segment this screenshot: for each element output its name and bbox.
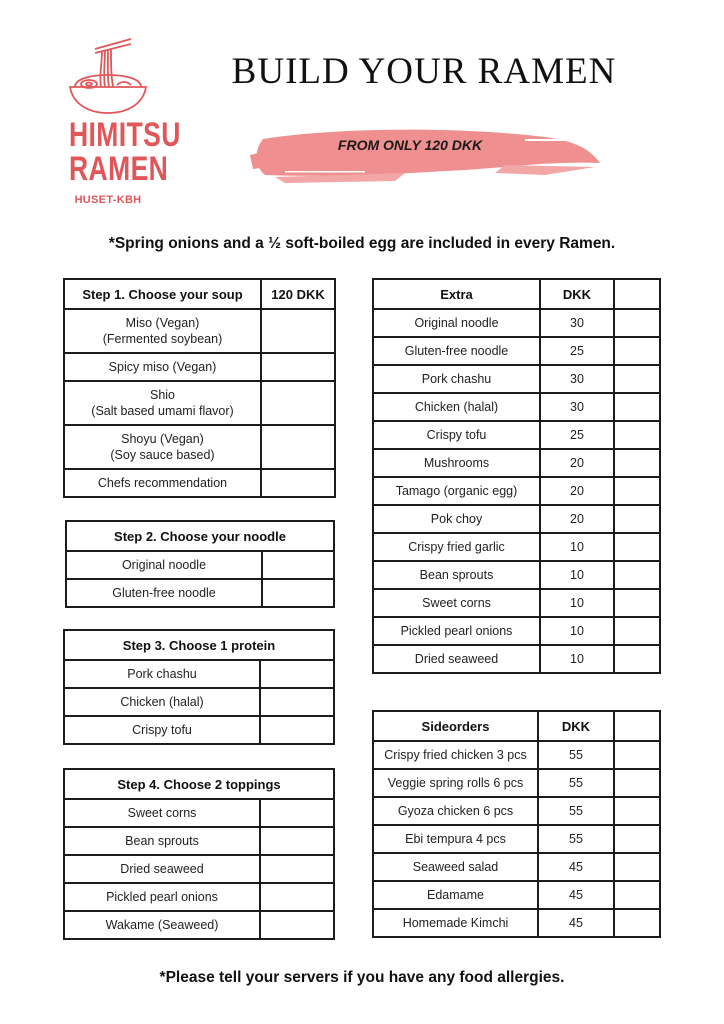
extra-row xyxy=(373,533,660,561)
sideorder-price: 45 xyxy=(538,853,614,881)
sideorder-checkbox[interactable] xyxy=(614,909,660,937)
extra-name: Chicken (halal) xyxy=(373,393,540,421)
extra-name: Pickled pearl onions xyxy=(373,617,540,645)
extra-price: 30 xyxy=(540,309,614,337)
extra-name: Tamago (organic egg) xyxy=(373,477,540,505)
soup-label: Shio (Salt based umami flavor) xyxy=(64,381,261,425)
extra-checkbox[interactable] xyxy=(614,561,660,589)
sideorder-checkbox[interactable] xyxy=(614,741,660,769)
topping-row xyxy=(64,855,334,883)
protein-row xyxy=(64,716,334,744)
topping-checkbox[interactable] xyxy=(260,911,334,939)
extra-row xyxy=(373,589,660,617)
topping-row xyxy=(64,827,334,855)
extra-row xyxy=(373,309,660,337)
sideorder-name: Crispy fried chicken 3 pcs xyxy=(373,741,538,769)
extra-row xyxy=(373,365,660,393)
step1-price-header: 120 DKK xyxy=(261,279,335,309)
soup-row xyxy=(64,381,335,425)
topping-label: Dried seaweed xyxy=(64,855,260,883)
sideorder-checkbox[interactable] xyxy=(614,881,660,909)
soup-row xyxy=(64,425,335,469)
soup-label: Chefs recommendation xyxy=(64,469,261,497)
extra-name: Sweet corns xyxy=(373,589,540,617)
sideorder-name: Ebi tempura 4 pcs xyxy=(373,825,538,853)
sideorder-name: Homemade Kimchi xyxy=(373,909,538,937)
extra-price: 30 xyxy=(540,393,614,421)
sideorder-price: 55 xyxy=(538,769,614,797)
extra-name: Pork chashu xyxy=(373,365,540,393)
extra-price: 10 xyxy=(540,645,614,673)
brand-name-line2: RAMEN xyxy=(69,150,169,188)
soup-row xyxy=(64,469,335,497)
extra-checkbox[interactable] xyxy=(614,449,660,477)
topping-label: Bean sprouts xyxy=(64,827,260,855)
topping-checkbox[interactable] xyxy=(260,883,334,911)
noodle-label: Gluten-free noodle xyxy=(66,579,262,607)
topping-row xyxy=(64,883,334,911)
extra-row xyxy=(373,393,660,421)
brush-stroke-banner xyxy=(245,125,605,185)
noodle-checkbox[interactable] xyxy=(262,579,334,607)
extra-name: Crispy tofu xyxy=(373,421,540,449)
brand-name-line1: HIMITSU xyxy=(69,116,181,154)
step4-header: Step 4. Choose 2 toppings xyxy=(64,769,334,799)
protein-label: Pork chashu xyxy=(64,660,260,688)
soup-checkbox[interactable] xyxy=(261,309,335,353)
extra-price: 20 xyxy=(540,449,614,477)
extra-checkbox[interactable] xyxy=(614,617,660,645)
step3-header: Step 3. Choose 1 protein xyxy=(64,630,334,660)
extra-checkbox[interactable] xyxy=(614,309,660,337)
protein-row xyxy=(64,660,334,688)
step1-header: Step 1. Choose your soup xyxy=(64,279,261,309)
soup-checkbox[interactable] xyxy=(261,469,335,497)
extra-price: 30 xyxy=(540,365,614,393)
brand-location: HUSET-KBH xyxy=(74,194,142,206)
protein-label: Chicken (halal) xyxy=(64,688,260,716)
sideorder-price: 45 xyxy=(538,881,614,909)
extra-checkbox[interactable] xyxy=(614,533,660,561)
soup-checkbox[interactable] xyxy=(261,353,335,381)
extra-price: 10 xyxy=(540,533,614,561)
step2-noodle-table xyxy=(65,520,335,608)
extra-row xyxy=(373,617,660,645)
sideorder-row xyxy=(373,881,660,909)
extra-name: Crispy fried garlic xyxy=(373,533,540,561)
sideorder-price: 55 xyxy=(538,825,614,853)
noodle-row xyxy=(66,579,334,607)
sideorder-price: 55 xyxy=(538,797,614,825)
extra-price-header: DKK xyxy=(540,279,614,309)
extra-checkbox[interactable] xyxy=(614,365,660,393)
step1-soup-table xyxy=(63,278,336,498)
extra-price: 10 xyxy=(540,561,614,589)
topping-checkbox[interactable] xyxy=(260,799,334,827)
topping-checkbox[interactable] xyxy=(260,855,334,883)
extra-price: 20 xyxy=(540,477,614,505)
sideorders-header: Sideorders xyxy=(373,711,538,741)
extra-price: 10 xyxy=(540,589,614,617)
sideorder-row xyxy=(373,825,660,853)
extra-checkbox[interactable] xyxy=(614,337,660,365)
sideorder-row xyxy=(373,853,660,881)
soup-row xyxy=(64,353,335,381)
step2-header: Step 2. Choose your noodle xyxy=(66,521,334,551)
extra-price: 10 xyxy=(540,617,614,645)
protein-checkbox[interactable] xyxy=(260,716,334,744)
ramen-bowl-icon xyxy=(55,35,165,115)
sideorder-name: Gyoza chicken 6 pcs xyxy=(373,797,538,825)
topping-row xyxy=(64,799,334,827)
extra-name: Mushrooms xyxy=(373,449,540,477)
sideorder-row xyxy=(373,797,660,825)
extra-checkbox[interactable] xyxy=(614,477,660,505)
noodle-row xyxy=(66,551,334,579)
sideorder-checkbox[interactable] xyxy=(614,797,660,825)
page-title: BUILD YOUR RAMEN xyxy=(231,51,617,92)
extra-row xyxy=(373,561,660,589)
sideorder-name: Veggie spring rolls 6 pcs xyxy=(373,769,538,797)
sideorder-row xyxy=(373,741,660,769)
sideorders-price-header: DKK xyxy=(538,711,614,741)
soup-checkbox[interactable] xyxy=(261,425,335,469)
extra-row xyxy=(373,337,660,365)
topping-label: Sweet corns xyxy=(64,799,260,827)
soup-label: Miso (Vegan) (Fermented soybean) xyxy=(64,309,261,353)
extra-price: 25 xyxy=(540,421,614,449)
extra-row xyxy=(373,421,660,449)
noodle-checkbox[interactable] xyxy=(262,551,334,579)
topping-row xyxy=(64,911,334,939)
sideorder-name: Seaweed salad xyxy=(373,853,538,881)
sideorder-price: 55 xyxy=(538,741,614,769)
allergy-note: *Please tell your servers if you have any food allergies. xyxy=(159,969,565,986)
sideorder-checkbox[interactable] xyxy=(614,769,660,797)
extra-row xyxy=(373,477,660,505)
sideorders-qty-header xyxy=(614,711,660,741)
extra-price: 25 xyxy=(540,337,614,365)
extra-checkbox[interactable] xyxy=(614,421,660,449)
extra-name: Bean sprouts xyxy=(373,561,540,589)
topping-label: Pickled pearl onions xyxy=(64,883,260,911)
extra-name: Pok choy xyxy=(373,505,540,533)
protein-label: Crispy tofu xyxy=(64,716,260,744)
sideorders-table xyxy=(372,710,661,938)
extra-row xyxy=(373,645,660,673)
step3-protein-table xyxy=(63,629,335,745)
included-note: *Spring onions and a ½ soft-boiled egg are included in every Ramen. xyxy=(108,235,616,252)
step4-toppings-table xyxy=(63,768,335,940)
sideorder-checkbox[interactable] xyxy=(614,825,660,853)
sideorder-checkbox[interactable] xyxy=(614,853,660,881)
soup-label: Spicy miso (Vegan) xyxy=(64,353,261,381)
extra-header: Extra xyxy=(373,279,540,309)
extra-row xyxy=(373,505,660,533)
extra-checkbox[interactable] xyxy=(614,393,660,421)
extra-qty-header xyxy=(614,279,660,309)
protein-checkbox[interactable] xyxy=(260,660,334,688)
sideorder-row xyxy=(373,769,660,797)
extra-checkbox[interactable] xyxy=(614,505,660,533)
sideorder-price: 45 xyxy=(538,909,614,937)
protein-checkbox[interactable] xyxy=(260,688,334,716)
extra-name: Original noodle xyxy=(373,309,540,337)
protein-row xyxy=(64,688,334,716)
soup-label: Shoyu (Vegan) (Soy sauce based) xyxy=(64,425,261,469)
extra-price: 20 xyxy=(540,505,614,533)
extra-row xyxy=(373,449,660,477)
topping-checkbox[interactable] xyxy=(260,827,334,855)
extra-checkbox[interactable] xyxy=(614,589,660,617)
sideorder-row xyxy=(373,909,660,937)
soup-row xyxy=(64,309,335,353)
noodle-label: Original noodle xyxy=(66,551,262,579)
topping-label: Wakame (Seaweed) xyxy=(64,911,260,939)
price-banner-text: FROM ONLY 120 DKK xyxy=(337,137,483,153)
sideorder-name: Edamame xyxy=(373,881,538,909)
extra-checkbox[interactable] xyxy=(614,645,660,673)
extra-name: Gluten-free noodle xyxy=(373,337,540,365)
extra-table xyxy=(372,278,661,674)
extra-name: Dried seaweed xyxy=(373,645,540,673)
soup-checkbox[interactable] xyxy=(261,381,335,425)
